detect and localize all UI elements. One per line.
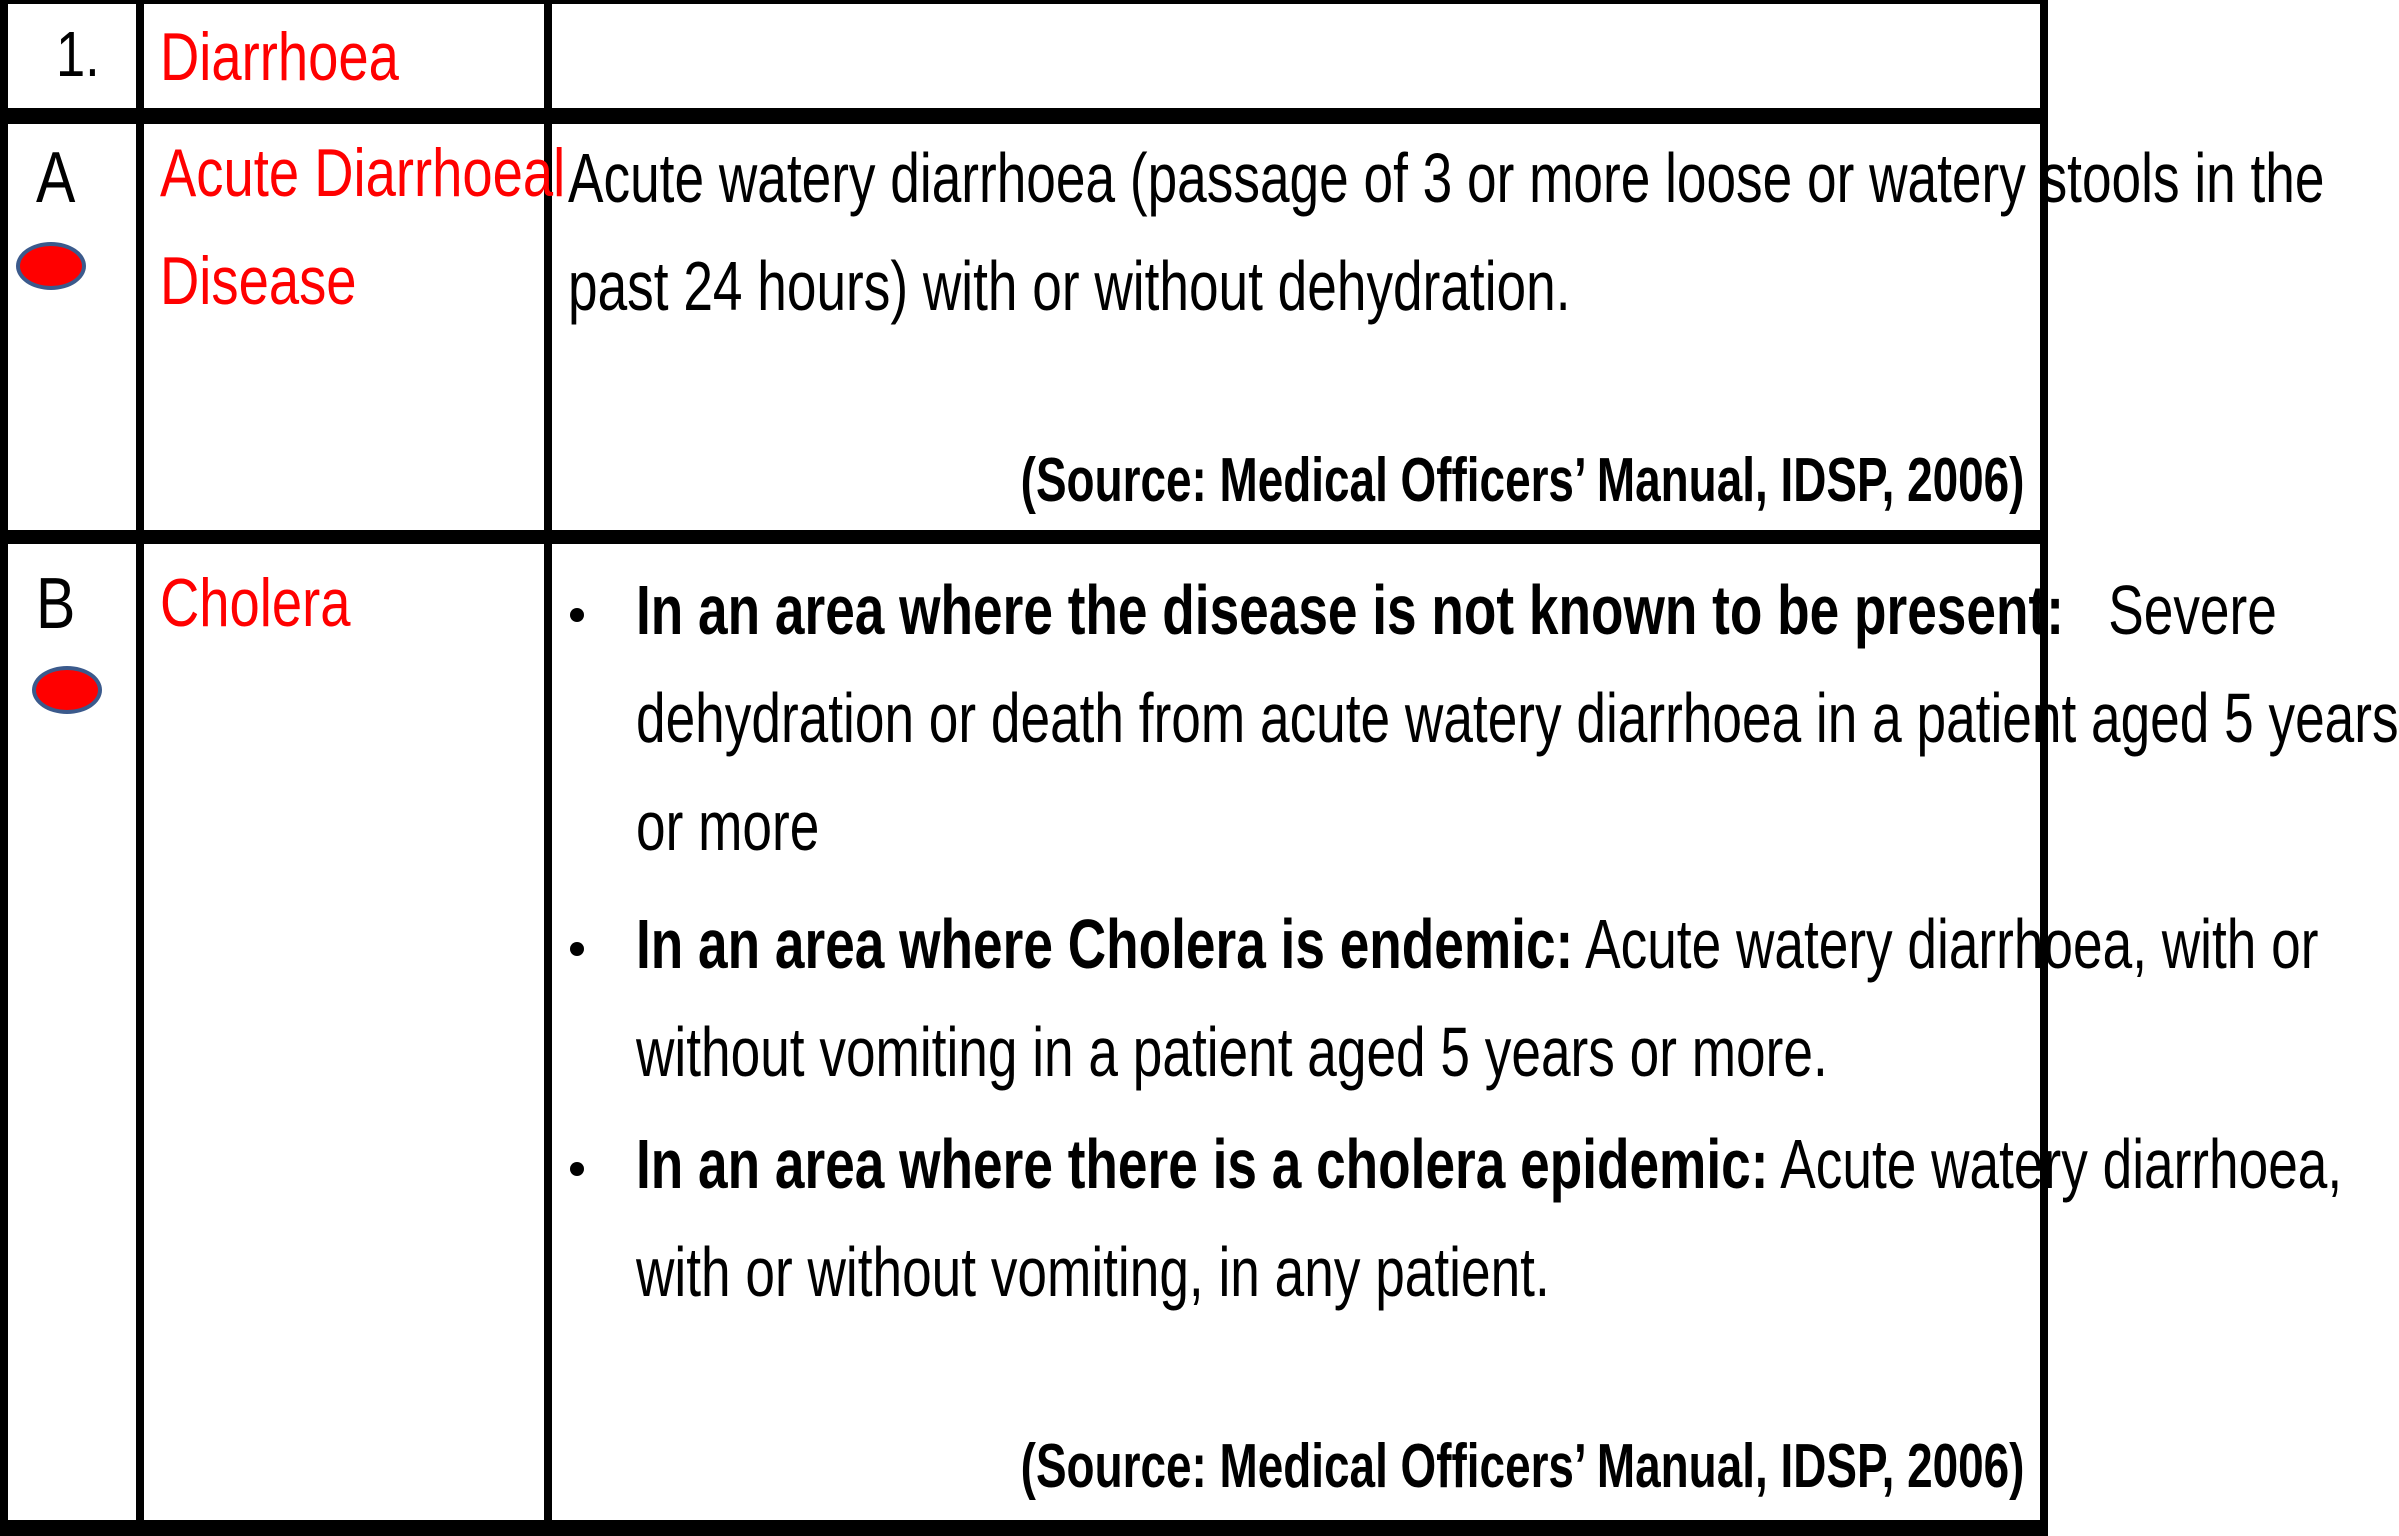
bullet-3-lead: In an area where there is a cholera epidemic: <box>636 1125 1769 1203</box>
bullet-dot <box>570 1162 584 1176</box>
header-title: Diarrhoea <box>160 19 399 95</box>
bullet-dot <box>570 608 584 622</box>
bullet-1-text: Severe <box>2108 571 2277 649</box>
table-border-left <box>0 0 8 1536</box>
row-a-term-line-1: Acute Diarrhoeal <box>160 135 566 211</box>
bullet-1-line-2: dehydration or death from acute watery diarrhoea in a patient aged 5 years <box>636 679 2399 757</box>
row-divider <box>0 530 2048 544</box>
row-a-marker-dot <box>16 242 86 290</box>
row-a-term-line-2: Disease <box>160 243 357 319</box>
bullet-1-line-3: or more <box>636 787 820 865</box>
bullet-2-line-2: without vomiting in a patient aged 5 years or more. <box>636 1013 1828 1091</box>
bullet-2-lead: In an area where Cholera is endemic: <box>636 905 1574 983</box>
row-b-marker-dot <box>32 666 102 714</box>
bullet-3-line-2: with or without vomiting, in any patient. <box>636 1233 1550 1311</box>
row-b-letter: B <box>36 564 76 644</box>
column-divider-1 <box>136 0 144 1536</box>
table-border-bottom <box>0 1520 2048 1536</box>
bullet-1-line-1 <box>636 556 2277 664</box>
row-a-definition-line-2: past 24 hours) with or without dehydration. <box>568 247 1571 325</box>
bullet-dot <box>570 942 584 956</box>
row-b-term: Cholera <box>160 565 351 641</box>
column-divider-2 <box>544 0 552 1536</box>
row-b-source: (Source: Medical Officers’ Manual, IDSP, 2006) <box>1020 1432 2024 1501</box>
bullet-1-lead: In an area where the disease is not known to be present: <box>636 571 2064 649</box>
bullet-2-text: Acute watery diarrhoea, with or <box>1585 905 2319 983</box>
bullet-3-text: Acute watery diarrhoea, <box>1780 1125 2343 1203</box>
row-a-source: (Source: Medical Officers’ Manual, IDSP, 2006) <box>1020 446 2024 515</box>
row-a-letter: A <box>36 138 76 218</box>
row-a-definition-line-1: Acute watery diarrhoea (passage of 3 or more loose or watery stools in the <box>568 139 2325 217</box>
header-number: 1. <box>56 18 100 90</box>
bullet-3-line-1 <box>636 1110 2342 1218</box>
bullet-2-line-1 <box>636 890 2318 998</box>
